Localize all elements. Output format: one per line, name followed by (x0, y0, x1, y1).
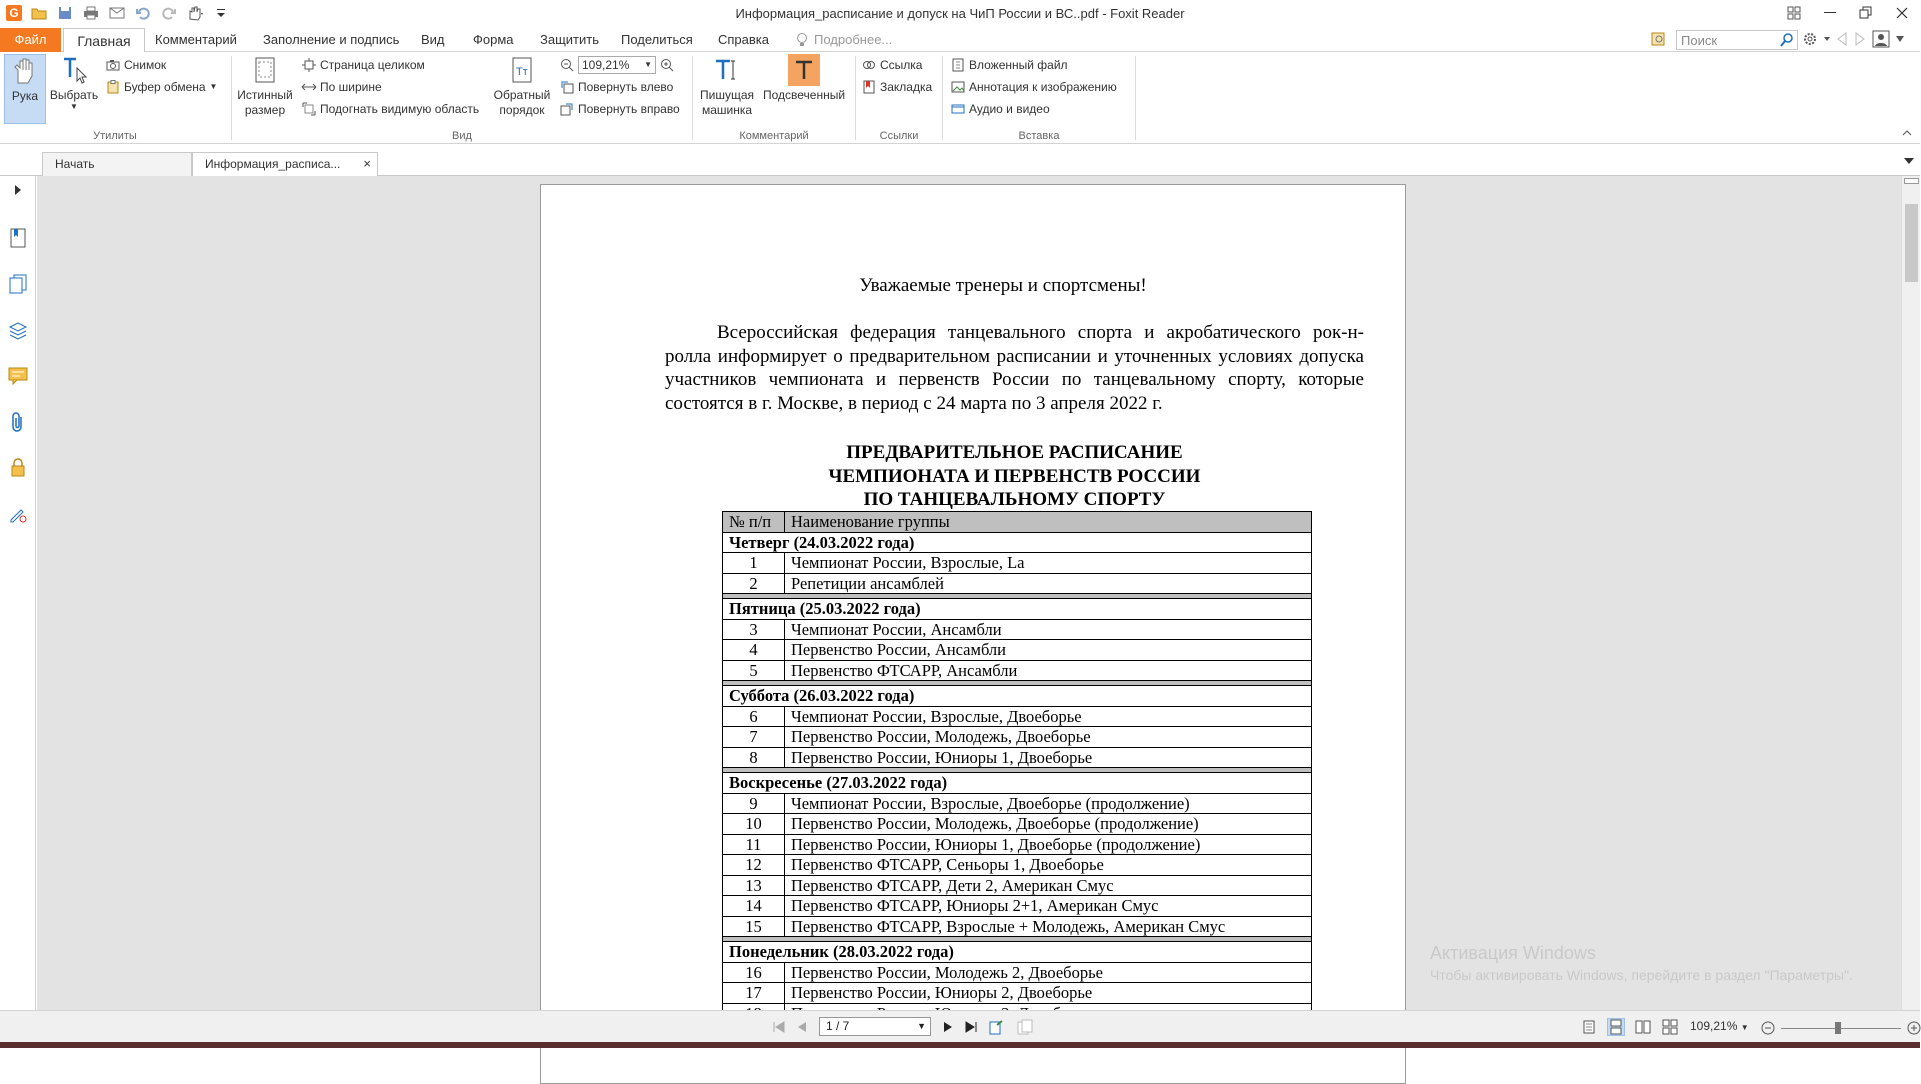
layers-panel-icon[interactable] (8, 320, 28, 340)
hand-button[interactable] (4, 54, 46, 124)
last-page-icon[interactable] (965, 1021, 977, 1033)
zoom-in-circle-icon[interactable] (1907, 1021, 1921, 1035)
zoom-control (560, 55, 674, 75)
clipboard-label: Буфер обмена (124, 80, 206, 94)
collapse-ribbon-icon[interactable] (1902, 128, 1912, 139)
row-number: 9 (723, 793, 785, 814)
vertical-scrollbar[interactable] (1901, 176, 1920, 1010)
row-number: 10 (723, 814, 785, 835)
row-number: 6 (723, 706, 785, 727)
ribbon-tabs (0, 28, 1920, 52)
table-day-row (723, 942, 1312, 963)
table-day-row (723, 686, 1312, 707)
zoom-in-icon[interactable] (660, 58, 674, 72)
tell-me[interactable] (796, 28, 892, 52)
open-folder-icon[interactable] (30, 4, 48, 22)
bookmark-button[interactable] (862, 77, 932, 97)
tab-share[interactable]: Поделиться (621, 32, 693, 47)
redo-icon[interactable] (160, 4, 178, 22)
highlight-icon (788, 54, 820, 86)
group-label-links: Ссылки (879, 130, 919, 142)
table-row (723, 793, 1312, 814)
tab-fill-sign[interactable]: Заполнение и подпись (263, 32, 400, 47)
audio-video-button[interactable] (951, 99, 1050, 119)
group-name: Первенство России, Юниоры 1, Двоеборье (продолжение) (785, 834, 1312, 855)
clipboard-button[interactable] (106, 77, 217, 97)
table-row (723, 962, 1312, 983)
zoom-slider-track[interactable] (1781, 1028, 1901, 1029)
table-row (723, 553, 1312, 574)
page-navigation (773, 1017, 1033, 1036)
group-utilities (0, 52, 230, 144)
rotate-right-icon (560, 102, 574, 116)
continuous-view-icon[interactable] (1607, 1018, 1625, 1036)
row-number: 15 (723, 916, 785, 937)
table-row (723, 855, 1312, 876)
table-row (723, 573, 1312, 594)
bookmarks-panel-icon[interactable] (8, 228, 28, 248)
next-page-icon[interactable] (943, 1021, 953, 1033)
email-icon[interactable] (108, 4, 126, 22)
group-name: Чемпионат России, Взрослые, Двоеборье (продолжение) (785, 793, 1312, 814)
rotate-left-icon (560, 80, 574, 94)
day-heading: Четверг (24.03.2022 года) (723, 532, 1312, 553)
typewriter-label: Пишущая машинка (700, 88, 754, 117)
zoom-out-icon[interactable] (560, 58, 574, 72)
ribbon-divider (1135, 56, 1136, 140)
day-heading: Пятница (25.03.2022 года) (723, 599, 1312, 620)
continuous-facing-view-icon[interactable] (1661, 1018, 1679, 1036)
minimize-button[interactable] (1812, 0, 1848, 26)
actual-size-icon (249, 54, 281, 86)
link-button[interactable] (862, 55, 922, 75)
status-bar (0, 1010, 1920, 1042)
table-row (723, 727, 1312, 748)
group-insert (943, 52, 1135, 144)
fit-width-label: По ширине (320, 80, 382, 94)
close-button[interactable] (1884, 0, 1920, 26)
table-row (723, 916, 1312, 937)
attachment-button[interactable] (951, 55, 1068, 75)
navigation-panel (0, 176, 36, 1010)
zoom-slider-knob[interactable] (1835, 1022, 1841, 1034)
group-name: Первенство России, Молодежь, Двоеборье (продолжение) (785, 814, 1312, 835)
toolbar-right (1802, 30, 1904, 48)
reverse-order-button[interactable] (490, 54, 554, 128)
row-number: 2 (723, 573, 785, 594)
row-number: 1 (723, 553, 785, 574)
group-name: Первенство ФТСАРР, Дети 2, Американ Смус (785, 875, 1312, 896)
zoom-input[interactable] (578, 56, 656, 74)
rotate-left-label: Повернуть влево (578, 80, 674, 94)
group-name: Первенство ФТСАРР, Ансамбли (785, 660, 1312, 681)
fit-page-label: Страница целиком (320, 58, 425, 72)
table-day-row (723, 532, 1312, 553)
actual-size-label: Истинный размер (237, 88, 293, 117)
search-input[interactable] (1676, 30, 1798, 50)
undo-icon[interactable] (134, 4, 152, 22)
zoom-slider[interactable] (1761, 1021, 1921, 1035)
tab-form[interactable]: Форма (473, 32, 514, 47)
heading-line: ПРЕДВАРИТЕЛЬНОЕ РАСПИСАНИЕ (846, 442, 1183, 463)
select-text-icon (58, 54, 90, 86)
table-row (723, 706, 1312, 727)
lock-icon[interactable] (8, 458, 28, 478)
page-dropdown-icon[interactable]: ▼ (917, 1021, 926, 1031)
zoom-value: 109,21% (582, 58, 630, 72)
audio-video-label: Аудио и видео (969, 102, 1050, 116)
document-intro: Всероссийская федерация танцевального спорта и акробатического рок-н-ролла информирует о предварительном расписании и уточненных условиях допуска участников чемпионата и первенств России по танцевальному спорту, которые состоятся в г. Москве, в период с 24 марта по 3 апреля 2022 г. (665, 322, 1364, 414)
foxit-logo-icon[interactable]: G (6, 5, 22, 21)
single-page-view-icon[interactable] (1580, 1018, 1598, 1036)
tab-document-label: Информация_расписа... (205, 157, 341, 171)
group-comment (693, 52, 855, 144)
row-number: 8 (723, 747, 785, 768)
image-icon (951, 80, 965, 94)
day-heading: Понедельник (28.03.2022 года) (723, 942, 1312, 963)
search-icon[interactable] (1779, 32, 1795, 48)
tab-document[interactable] (192, 152, 378, 177)
table-day-row (723, 773, 1312, 794)
window-title: Информация_расписание и допуск на ЧиП России и ВС..pdf - Foxit Reader (735, 6, 1185, 21)
table-row (723, 814, 1312, 835)
bookmark-label: Закладка (880, 80, 933, 94)
row-number: 11 (723, 834, 785, 855)
tab-comment[interactable]: Комментарий (155, 32, 237, 47)
watermark-line: Чтобы активировать Windows, перейдите в раздел "Параметры". (1430, 967, 1853, 983)
group-label-view: Вид (452, 130, 472, 142)
row-number: 16 (723, 962, 785, 983)
restore-button[interactable] (1848, 0, 1884, 26)
status-zoom-value: 109,21% (1690, 1019, 1738, 1033)
chevron-down-icon[interactable] (1824, 37, 1830, 41)
attachment-icon (951, 58, 965, 72)
row-number: 4 (723, 640, 785, 661)
more-icon[interactable] (1896, 34, 1904, 44)
schedule-table (722, 511, 1312, 1024)
fit-width-icon (302, 80, 316, 94)
table-row (723, 896, 1312, 917)
highlight-label: Подсвеченный (762, 88, 846, 102)
group-name: Первенство ФТСАРР, Сеньоры 1, Двоеборье (785, 855, 1312, 876)
page-number: 1 / 7 (826, 1019, 850, 1033)
facing-view-icon[interactable] (1634, 1018, 1652, 1036)
reverse-order-icon (506, 54, 538, 86)
close-tab-icon[interactable]: × (363, 156, 371, 171)
actual-size-button[interactable] (236, 54, 294, 128)
table-row (723, 747, 1312, 768)
lightbulb-icon (796, 33, 808, 47)
watermark-line: Активация Windows (1430, 943, 1596, 963)
search-tools (1650, 30, 1668, 48)
table-row (723, 983, 1312, 1004)
film-icon (951, 102, 965, 116)
ribbon-panel (0, 52, 1920, 144)
scrollbar-thumb[interactable] (1905, 204, 1918, 282)
search-placeholder: Поиск (1681, 32, 1718, 48)
rotate-left-button[interactable] (560, 77, 673, 97)
signature-panel-icon[interactable] (8, 504, 28, 524)
page-number-input[interactable] (819, 1017, 931, 1036)
row-number: 17 (723, 983, 785, 1004)
table-row (723, 619, 1312, 640)
document-viewport[interactable] (37, 176, 1901, 1010)
row-number: 7 (723, 727, 785, 748)
quick-access-toolbar (6, 4, 230, 22)
group-name: Первенство ФТСАРР, Взрослые + Молодежь, Американ Смус (785, 916, 1312, 937)
heading-line: ПО ТАНЦЕВАЛЬНОМУ СПОРТУ (863, 489, 1166, 511)
bookmark-icon (862, 80, 876, 94)
heading-line: ЧЕМПИОНАТА И ПЕРВЕНСТВ РОССИИ (828, 465, 1201, 487)
first-page-icon[interactable] (773, 1021, 785, 1033)
clipboard-dropdown-icon: ▼ (209, 82, 218, 91)
row-number: 5 (723, 660, 785, 681)
clipboard-icon (106, 80, 120, 94)
window-controls (1776, 0, 1920, 26)
tab-start[interactable]: Начать (42, 152, 192, 176)
row-number: 3 (723, 619, 785, 640)
forward-arrow-icon[interactable] (1854, 32, 1866, 46)
group-name: Чемпионат России, Взрослые, La (785, 553, 1312, 574)
zoom-out-circle-icon[interactable] (1761, 1021, 1775, 1035)
link-label: Ссылка (880, 58, 923, 72)
column-header-number: № п/п (723, 512, 785, 533)
attachment-label: Вложенный файл (969, 58, 1068, 72)
row-number: 13 (723, 875, 785, 896)
row-number: 12 (723, 855, 785, 876)
fit-page-icon (302, 58, 316, 72)
day-heading: Суббота (26.03.2022 года) (723, 686, 1312, 707)
fit-visible-icon (302, 102, 316, 116)
back-arrow-icon[interactable] (1836, 32, 1848, 46)
group-view (232, 52, 692, 144)
attachments-panel-icon[interactable] (8, 412, 28, 432)
group-name: Чемпионат России, Взрослые, Двоеборье (785, 706, 1312, 727)
group-name: Первенство России, Молодежь 2, Двоеборье (785, 962, 1312, 983)
group-links (856, 52, 942, 144)
reverse-order-label: Обратный порядок (493, 88, 551, 117)
select-label: Выбрать (49, 88, 99, 102)
camera-icon (106, 58, 120, 72)
group-name: Первенство России, Ансамбли (785, 640, 1312, 661)
rotate-right-button[interactable] (560, 99, 680, 119)
table-row (723, 875, 1312, 896)
user-icon[interactable] (1872, 30, 1890, 48)
table-header-row (723, 512, 1312, 533)
table-row (723, 660, 1312, 681)
status-zoom[interactable] (1690, 1019, 1749, 1033)
tab-view[interactable]: Вид (421, 32, 445, 47)
split-view-handle[interactable] (1904, 178, 1919, 184)
tab-protect[interactable]: Защитить (540, 32, 599, 47)
hand-icon (9, 55, 41, 87)
hand-tool-dropdown-icon[interactable] (186, 4, 204, 22)
table-row (723, 834, 1312, 855)
fit-page-button[interactable] (302, 55, 425, 75)
snapshot-label: Снимок (124, 58, 167, 72)
fit-visible-button[interactable] (302, 99, 479, 119)
group-name: Чемпионат России, Ансамбли (785, 619, 1312, 640)
page-view-modes (1580, 1018, 1679, 1036)
column-header-group: Наименование группы (785, 512, 1312, 533)
rotate-right-label: Повернуть вправо (578, 102, 680, 116)
previous-view-icon[interactable] (989, 1019, 1005, 1035)
status-zoom-dropdown-icon[interactable]: ▼ (1740, 1023, 1749, 1032)
link-icon (862, 58, 876, 72)
fit-width-button[interactable] (302, 77, 382, 97)
svg-text:Tт: Tт (516, 66, 528, 78)
customize-toolbar-icon[interactable] (212, 4, 230, 22)
group-name: Первенство России, Молодежь, Двоеборье (785, 727, 1312, 748)
schedule-table-body (723, 532, 1312, 1024)
table-row (723, 640, 1312, 661)
image-annotation-button[interactable] (951, 77, 1117, 97)
title-bar (0, 0, 1920, 28)
image-annotation-label: Аннотация к изображению (969, 80, 1117, 94)
day-heading: Воскресенье (27.03.2022 года) (723, 773, 1312, 794)
document-heading (665, 441, 1364, 512)
previous-page-icon[interactable] (797, 1021, 807, 1033)
comments-panel-icon[interactable] (8, 366, 28, 386)
typewriter-button[interactable] (697, 54, 757, 128)
typewriter-icon (711, 54, 743, 86)
next-view-icon[interactable] (1017, 1019, 1033, 1035)
tab-file[interactable]: Файл (0, 28, 61, 52)
group-name: Первенство ФТСАРР, Юниоры 2+1, Американ Смус (785, 896, 1312, 917)
select-button[interactable]: Выбрать ▼ (49, 54, 99, 124)
hand-label: Рука (11, 89, 39, 103)
layout-grid-icon[interactable] (1776, 0, 1812, 26)
group-label-comments: Комментарий (739, 130, 809, 142)
group-name: Первенство России, Юниоры 1, Двоеборье (785, 747, 1312, 768)
group-label-utilities: Утилиты (93, 130, 137, 142)
snapshot-button[interactable] (106, 55, 166, 75)
pages-panel-icon[interactable] (8, 274, 28, 294)
expand-panel-icon[interactable] (8, 180, 28, 200)
activation-watermark (1430, 942, 1853, 986)
document-greeting: Уважаемые тренеры и спортсмены! (859, 275, 1147, 296)
save-icon[interactable] (56, 4, 74, 22)
highlight-button[interactable] (759, 54, 849, 128)
fit-visible-label: Подогнать видимую область (320, 102, 480, 116)
group-name: Первенство России, Юниоры 2, Двоеборье (785, 983, 1312, 1004)
document-tabs (0, 144, 1920, 176)
tab-home[interactable]: Главная (63, 28, 145, 53)
tabs-dropdown-icon[interactable] (1904, 156, 1914, 167)
group-label-insert: Вставка (1018, 130, 1060, 142)
search-settings-icon[interactable] (1650, 30, 1668, 48)
pdf-page (540, 184, 1406, 1084)
tab-help[interactable]: Справка (718, 32, 769, 47)
group-name: Репетиции ансамблей (785, 573, 1312, 594)
taskbar-strip (0, 1042, 1920, 1048)
table-day-row (723, 599, 1312, 620)
zoom-dropdown-icon[interactable]: ▼ (644, 60, 652, 69)
row-number: 14 (723, 896, 785, 917)
tell-me-label: Подробнее... (814, 32, 893, 47)
print-icon[interactable] (82, 4, 100, 22)
gear-icon[interactable] (1802, 31, 1818, 47)
